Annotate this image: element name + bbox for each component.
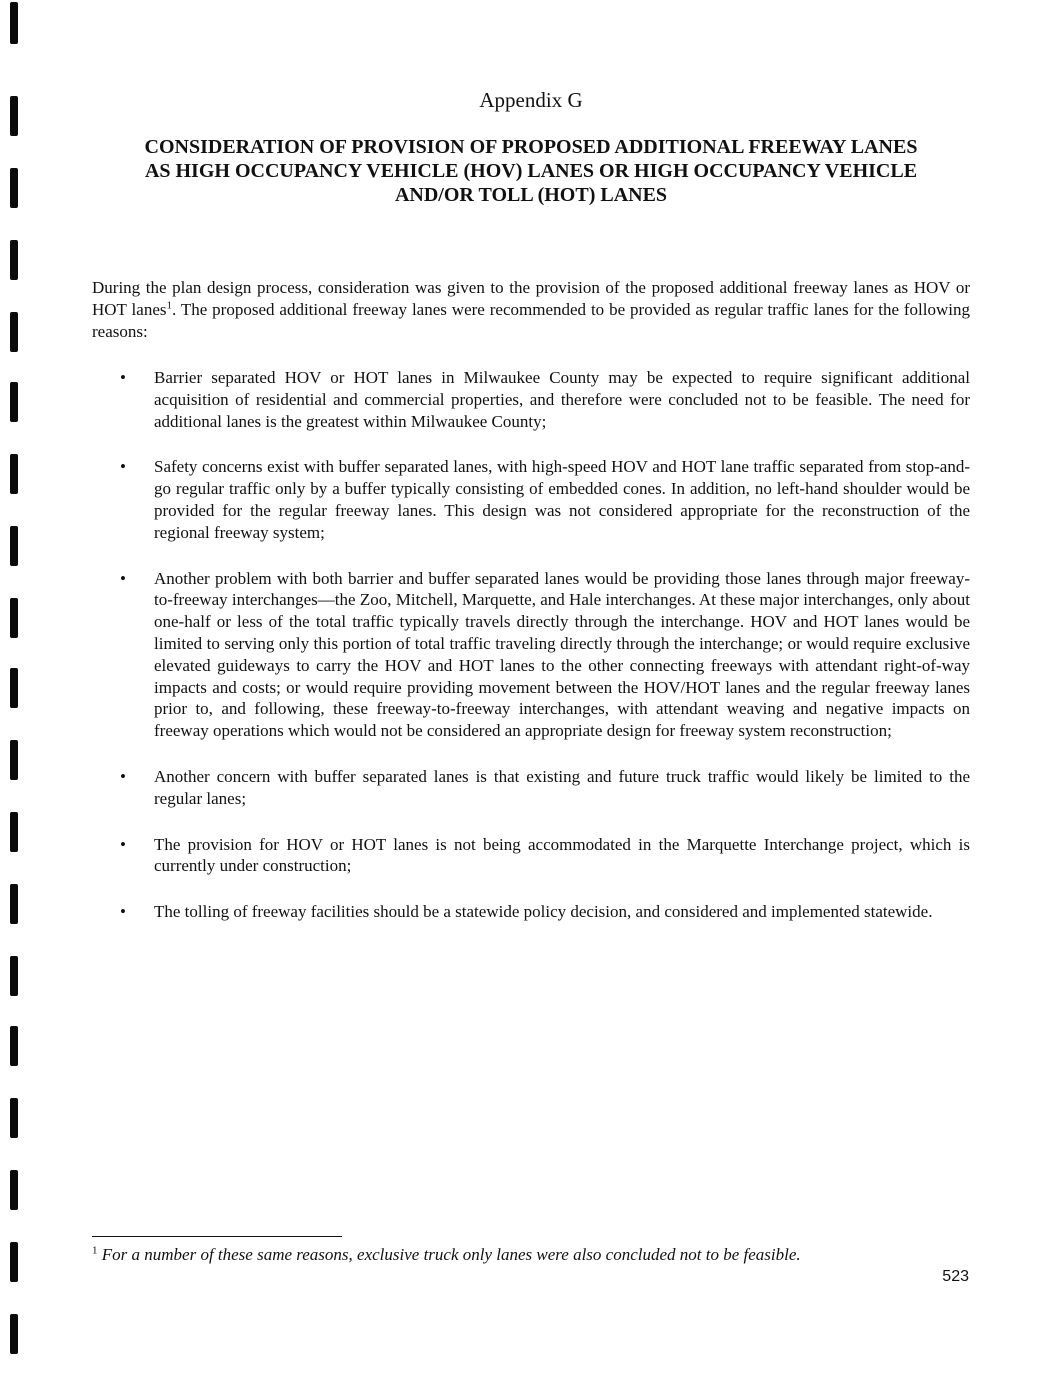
binding-mark bbox=[10, 956, 18, 996]
list-item bbox=[92, 766, 970, 810]
document-heading: CONSIDERATION OF PROVISION OF PROPOSED ADDITIONAL FREEWAY LANES AS HIGH OCCUPANCY VEHICLE (HOV) LANES OR HIGH OCCUPANCY VEHICLE AND/OR TOLL (HOT) LANES bbox=[144, 136, 918, 206]
binding-mark bbox=[10, 1026, 18, 1066]
binding-mark bbox=[10, 1170, 18, 1210]
list-item bbox=[92, 367, 970, 432]
binding-mark bbox=[10, 1242, 18, 1282]
binding-mark bbox=[10, 96, 18, 136]
appendix-title: Appendix G bbox=[479, 88, 583, 112]
footnote-marker: 1 bbox=[92, 1244, 98, 1257]
binding-mark bbox=[10, 168, 18, 208]
page-content bbox=[92, 88, 970, 947]
footnote bbox=[92, 1245, 952, 1265]
list-item bbox=[92, 568, 970, 742]
binding-mark bbox=[10, 668, 18, 708]
footnote-reference: 1 bbox=[166, 299, 172, 312]
bullet-icon: • bbox=[120, 766, 126, 786]
list-item-text: Another concern with buffer separated lanes is that existing and future truck traffic would likely be limited to the regular lanes; bbox=[154, 766, 970, 808]
intro-paragraph bbox=[92, 277, 970, 343]
binding-mark bbox=[10, 1314, 18, 1354]
intro-text-start: During the plan design process, consideration was given to the provision of the proposed additional freeway lanes as HOV or HOT lanes bbox=[92, 278, 970, 319]
list-item-text: The tolling of freeway facilities should be a statewide policy decision, and considered and implemented statewide. bbox=[154, 902, 933, 922]
list-item-text: The provision for HOV or HOT lanes is not being accommodated in the Marquette Interchange project, which is currently under construction; bbox=[154, 834, 970, 876]
list-item-text: Another problem with both barrier and buffer separated lanes would be providing those lanes through major freeway-to-freeway interchanges—the Zoo, Mitchell, Marquette, and Hale interchanges. At these major interchanges, only about one-half or less of the total traffic typically travels directly through the interchange. HOV and HOT lanes would be limited to serving only this portion of total traffic traveling directly through the interchange; or would require exclusive elevated guideways to carry the HOV and HOT lanes to the other connecting freeways with attendant right-of-way impacts and costs; or would require providing movement between the HOV/HOT lanes and the regular freeway lanes prior to, and following, these freeway-to-freeway interchanges, with attendant weaving and negative impacts on freeway operations which would not be considered an appropriate design for freeway system reconstruction; bbox=[154, 568, 970, 741]
binding-mark bbox=[10, 240, 18, 280]
binding-mark bbox=[10, 2, 18, 44]
bullet-icon: • bbox=[120, 902, 126, 922]
list-item-text: Barrier separated HOV or HOT lanes in Milwaukee County may be expected to require significant additional acquisition of residential and commercial properties, and therefore were concluded not to be feasible. The need for additional lanes is the greatest within Milwaukee County; bbox=[154, 368, 970, 431]
binding-mark bbox=[10, 740, 18, 780]
binding-mark bbox=[10, 454, 18, 494]
bullet-icon: • bbox=[120, 368, 126, 387]
list-item-text: Safety concerns exist with buffer separated lanes, with high-speed HOV and HOT lane traffic separated from stop-and-go regular traffic only by a buffer typically consisting of embedded cones. In addition, no left-hand shoulder would be provided for the regular freeway lanes. This design was not considered appropriate for the reconstruction of the regional freeway system; bbox=[154, 457, 970, 542]
footnote-divider bbox=[92, 1236, 342, 1237]
binding-mark bbox=[10, 382, 18, 422]
bullet-icon: • bbox=[120, 457, 126, 477]
reasons-list bbox=[92, 367, 970, 923]
list-item bbox=[92, 456, 970, 543]
binding-mark bbox=[10, 598, 18, 638]
binding-mark bbox=[10, 1098, 18, 1138]
intro-text-end: . The proposed additional freeway lanes were recommended to be provided as regular traffic lanes for the following reasons: bbox=[92, 300, 971, 341]
binding-mark bbox=[10, 884, 18, 924]
binding-mark bbox=[10, 812, 18, 852]
page-number: 523 bbox=[942, 1268, 969, 1285]
footnote-text: For a number of these same reasons, exclusive truck only lanes were also concluded not to be feasible. bbox=[101, 1245, 801, 1264]
bullet-icon: • bbox=[120, 568, 126, 588]
binding-mark bbox=[10, 312, 18, 352]
binding-mark bbox=[10, 526, 18, 566]
list-item bbox=[92, 834, 970, 878]
list-item bbox=[92, 901, 970, 923]
bullet-icon: • bbox=[120, 834, 126, 854]
